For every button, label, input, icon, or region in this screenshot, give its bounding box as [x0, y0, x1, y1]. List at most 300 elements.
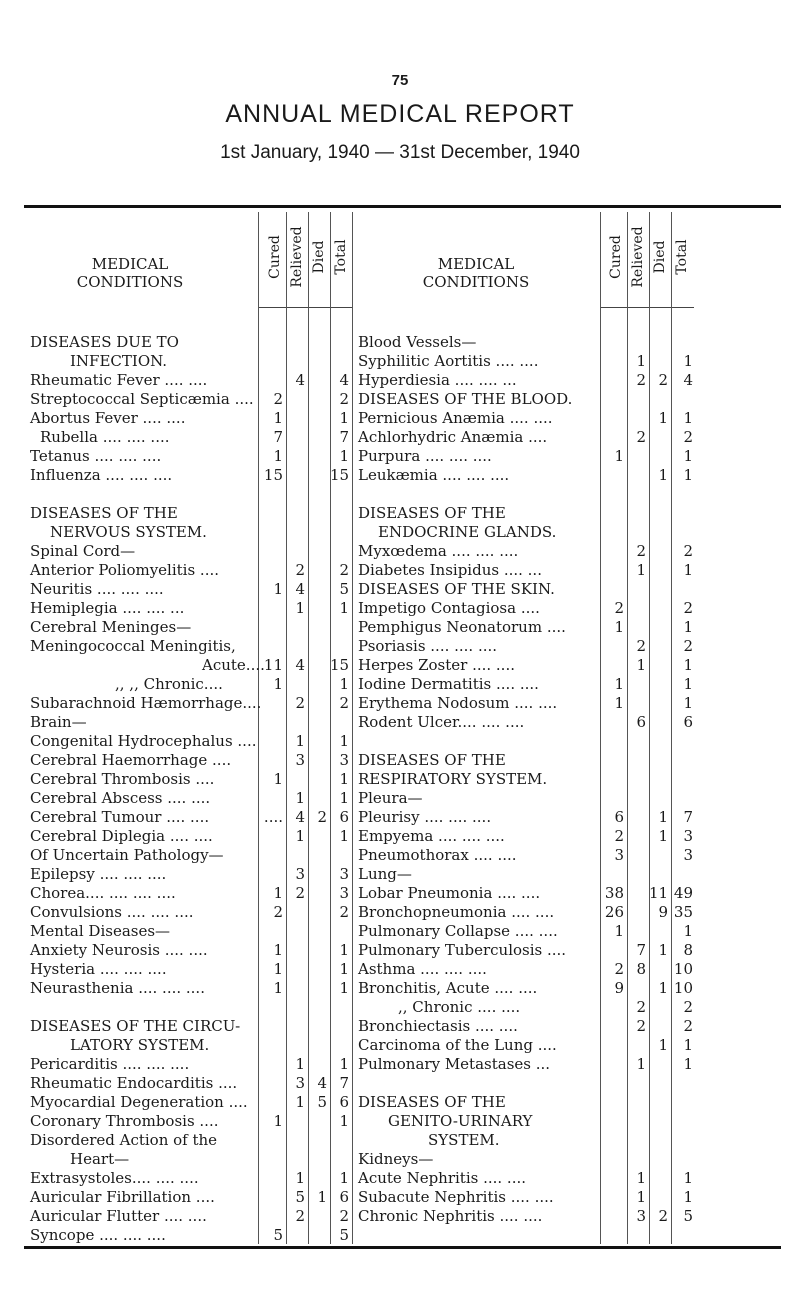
condition-label: Purpura .... .... .... — [358, 447, 492, 465]
condition-label: Impetigo Contagiosa .... — [358, 599, 540, 617]
total-value: 6 — [339, 1093, 349, 1111]
condition-label: Diabetes Insipidus .... ... — [358, 561, 542, 579]
bottom-rule — [24, 1246, 781, 1249]
total-value: 5 — [339, 580, 349, 598]
table-row — [0, 960, 800, 979]
right-header-rule — [600, 307, 694, 308]
condition-label: Neurasthenia .... .... .... — [30, 979, 205, 997]
table-row — [0, 865, 800, 884]
condition-label: Psoriasis .... .... .... — [358, 637, 498, 655]
cured-value: 1 — [273, 770, 283, 788]
table-row — [0, 846, 800, 865]
table-row — [0, 618, 800, 637]
relieved-value: 2 — [295, 1207, 305, 1225]
condition-label: Auricular Fibrillation .... — [30, 1188, 215, 1206]
table-row — [0, 732, 800, 751]
condition-label: Mental Diseases— — [30, 922, 171, 940]
cured-value: 1 — [273, 941, 283, 959]
total-value: 1 — [339, 1169, 349, 1187]
total-value: 3 — [683, 846, 693, 864]
condition-label: Hyperdiesia .... .... ... — [358, 371, 517, 389]
total-value: 7 — [683, 808, 693, 826]
total-value: 1 — [339, 732, 349, 750]
condition-label: Pernicious Anæmia .... .... — [358, 409, 553, 427]
condition-label: DISEASES OF THE BLOOD. — [358, 390, 573, 408]
condition-label: Pulmonary Collapse .... .... — [358, 922, 558, 940]
total-value: 1 — [339, 1055, 349, 1073]
total-value: 15 — [330, 466, 350, 484]
condition-label: Kidneys— — [358, 1150, 434, 1168]
table-row — [0, 447, 800, 466]
table-row — [0, 922, 800, 941]
table-row — [0, 675, 800, 694]
relieved-value: 1 — [636, 352, 646, 370]
condition-label: Abortus Fever .... .... — [30, 409, 186, 427]
relieved-value: 6 — [636, 713, 646, 731]
condition-label: DISEASES DUE TO — [30, 333, 179, 351]
total-value: 5 — [683, 1207, 693, 1225]
condition-label: Subacute Nephritis .... .... — [358, 1188, 554, 1206]
condition-label: Iodine Dermatitis .... .... — [358, 675, 539, 693]
relieved-value: 4 — [295, 580, 305, 598]
condition-label: Anterior Poliomyelitis .... — [30, 561, 220, 579]
relieved-value: 1 — [295, 732, 305, 750]
condition-label: INFECTION. — [70, 352, 168, 370]
relieved-value: 2 — [295, 694, 305, 712]
total-value: 1 — [683, 409, 693, 427]
relieved-value: 3 — [295, 865, 305, 883]
relieved-value: 2 — [636, 371, 646, 389]
condition-label: Pleura— — [358, 789, 423, 807]
total-value: 2 — [683, 1017, 693, 1035]
total-value: 1 — [339, 941, 349, 959]
relieved-value: 3 — [636, 1207, 646, 1225]
died-value: 11 — [649, 884, 669, 902]
total-value: 2 — [683, 428, 693, 446]
relieved-value: 1 — [636, 1055, 646, 1073]
table-row — [0, 1169, 800, 1188]
left-relieved-header: Relieved — [289, 226, 305, 288]
right-cured-header: Cured — [608, 235, 624, 279]
condition-label: Lobar Pneumonia .... .... — [358, 884, 541, 902]
total-value: 1 — [339, 960, 349, 978]
relieved-value: 2 — [636, 998, 646, 1016]
condition-label: Congenital Hydrocephalus .... — [30, 732, 257, 750]
cured-value: 1 — [614, 675, 624, 693]
condition-label: GENITO-URINARY — [388, 1112, 533, 1130]
condition-label: Rubella .... .... .... — [40, 428, 170, 446]
condition-label: Hysteria .... .... .... — [30, 960, 167, 978]
right-total-header: Total — [674, 239, 690, 275]
condition-label: Spinal Cord— — [30, 542, 136, 560]
total-value: 6 — [683, 713, 693, 731]
relieved-value: 7 — [636, 941, 646, 959]
table-row — [0, 466, 800, 485]
total-value: 3 — [683, 827, 693, 845]
condition-label: Achlorhydric Anæmia .... — [358, 428, 548, 446]
condition-label: Cerebral Diplegia .... .... — [30, 827, 213, 845]
died-value: 5 — [317, 1093, 327, 1111]
relieved-value: 5 — [295, 1188, 305, 1206]
total-value: 7 — [339, 1074, 349, 1092]
condition-label: Asthma .... .... .... — [358, 960, 487, 978]
total-value: 2 — [683, 599, 693, 617]
total-value: 49 — [673, 884, 693, 902]
condition-label: Leukæmia .... .... .... — [358, 466, 510, 484]
relieved-value: 1 — [295, 789, 305, 807]
condition-label: Coronary Thrombosis .... — [30, 1112, 219, 1130]
relieved-value: 1 — [295, 599, 305, 617]
table-row — [0, 1188, 800, 1207]
total-value: 3 — [339, 751, 349, 769]
cured-value: .... — [263, 808, 283, 826]
condition-label: Cerebral Tumour .... .... — [30, 808, 210, 826]
cured-value: 15 — [263, 466, 283, 484]
relieved-value: 1 — [295, 1169, 305, 1187]
table-row — [0, 371, 800, 390]
total-value: 1 — [683, 1036, 693, 1054]
condition-label: Bronchopneumonia .... .... — [358, 903, 555, 921]
total-value: 1 — [683, 561, 693, 579]
table-row — [0, 504, 800, 523]
relieved-value: 8 — [636, 960, 646, 978]
total-value: 1 — [339, 1112, 349, 1130]
relieved-value: 1 — [636, 1169, 646, 1187]
cured-value: 1 — [614, 618, 624, 636]
table-row — [0, 1074, 800, 1093]
cured-value: 1 — [273, 1112, 283, 1130]
condition-label: Rodent Ulcer.... .... .... — [358, 713, 525, 731]
right-conditions-header — [352, 255, 600, 291]
condition-label: Rheumatic Fever .... .... — [30, 371, 208, 389]
died-value: 1 — [658, 1036, 668, 1054]
condition-label: Cerebral Meninges— — [30, 618, 192, 636]
died-value: 4 — [317, 1074, 327, 1092]
condition-label: Erythema Nodosum .... .... — [358, 694, 558, 712]
relieved-value: 2 — [295, 561, 305, 579]
cured-value: 1 — [273, 580, 283, 598]
condition-label: ,, Chronic .... .... — [398, 998, 521, 1016]
left-conditions-header-text: MEDICAL CONDITIONS — [76, 255, 184, 291]
cured-value: 2 — [614, 827, 624, 845]
table-row — [0, 1112, 800, 1131]
condition-label: DISEASES OF THE — [30, 504, 178, 522]
table-row — [0, 827, 800, 846]
cured-value: 1 — [273, 447, 283, 465]
condition-label: LATORY SYSTEM. — [70, 1036, 210, 1054]
condition-label: DISEASES OF THE — [358, 751, 506, 769]
condition-label: Pericarditis .... .... .... — [30, 1055, 190, 1073]
total-value: 35 — [673, 903, 693, 921]
table-row — [0, 637, 800, 656]
condition-label: ,, ,, Chronic.... — [115, 675, 223, 693]
died-value: 2 — [317, 808, 327, 826]
table-row — [0, 656, 800, 675]
report-title: ANNUAL MEDICAL REPORT — [225, 100, 575, 128]
condition-label: Pulmonary Tuberculosis .... — [358, 941, 567, 959]
condition-label: Blood Vessels— — [358, 333, 477, 351]
relieved-value: 1 — [636, 656, 646, 674]
table-row — [0, 1093, 800, 1112]
total-value: 2 — [339, 561, 349, 579]
condition-label: Pulmonary Metastases ... — [358, 1055, 551, 1073]
condition-label: Cerebral Thrombosis .... — [30, 770, 215, 788]
total-value: 1 — [339, 979, 349, 997]
condition-label: Bronchitis, Acute .... .... — [358, 979, 538, 997]
condition-label: SYSTEM. — [428, 1131, 500, 1149]
condition-label: Neuritis .... .... .... — [30, 580, 164, 598]
total-value: 1 — [683, 1055, 693, 1073]
total-value: 1 — [683, 694, 693, 712]
relieved-value: 2 — [295, 884, 305, 902]
table-row — [0, 1226, 800, 1245]
cured-value: 7 — [273, 428, 283, 446]
table-row — [0, 884, 800, 903]
relieved-value: 2 — [636, 542, 646, 560]
total-value: 2 — [339, 694, 349, 712]
died-value: 1 — [658, 827, 668, 845]
total-value: 1 — [683, 922, 693, 940]
table-row — [0, 789, 800, 808]
cured-value: 1 — [614, 694, 624, 712]
condition-label: Meningococcal Meningitis, — [30, 637, 236, 655]
total-value: 1 — [683, 466, 693, 484]
table-row — [0, 1131, 800, 1150]
died-value: 1 — [658, 808, 668, 826]
table-row — [0, 352, 800, 371]
left-header-rule — [258, 307, 352, 308]
condition-label: Influenza .... .... .... — [30, 466, 173, 484]
total-value: 1 — [339, 827, 349, 845]
condition-label: Anxiety Neurosis .... .... — [30, 941, 208, 959]
died-value: 2 — [658, 1207, 668, 1225]
condition-label: Acute.... — [202, 656, 265, 674]
relieved-value: 3 — [295, 751, 305, 769]
condition-label: Heart— — [70, 1150, 130, 1168]
condition-label: Syncope .... .... .... — [30, 1226, 166, 1244]
condition-label: Lung— — [358, 865, 412, 883]
relieved-value: 4 — [295, 808, 305, 826]
left-conditions-header — [30, 255, 230, 291]
relieved-value: 4 — [295, 656, 305, 674]
total-value: 1 — [339, 675, 349, 693]
condition-label: Disordered Action of the — [30, 1131, 218, 1149]
table-row — [0, 1150, 800, 1169]
relieved-value: 2 — [636, 1017, 646, 1035]
table-row — [0, 979, 800, 998]
total-value: 1 — [683, 675, 693, 693]
cured-value: 38 — [604, 884, 624, 902]
condition-label: Of Uncertain Pathology— — [30, 846, 224, 864]
relieved-value: 1 — [636, 561, 646, 579]
condition-label: Streptococcal Septicæmia .... — [30, 390, 254, 408]
cured-value: 1 — [273, 675, 283, 693]
table-row — [0, 1207, 800, 1226]
relieved-value: 1 — [295, 827, 305, 845]
table-row — [0, 998, 800, 1017]
total-value: 1 — [683, 352, 693, 370]
died-value: 1 — [317, 1188, 327, 1206]
cured-value: 1 — [273, 979, 283, 997]
total-value: 1 — [683, 1188, 693, 1206]
table-row — [0, 1036, 800, 1055]
cured-value: 1 — [614, 447, 624, 465]
relieved-value: 1 — [295, 1055, 305, 1073]
condition-label: RESPIRATORY SYSTEM. — [358, 770, 548, 788]
total-value: 5 — [339, 1226, 349, 1244]
condition-label: Extrasystoles.... .... .... — [30, 1169, 199, 1187]
total-value: 2 — [339, 903, 349, 921]
cured-value: 26 — [604, 903, 624, 921]
cured-value: 2 — [614, 599, 624, 617]
table-row — [0, 561, 800, 580]
report-subtitle: 1st January, 1940 — 31st December, 1940 — [220, 142, 580, 163]
total-value: 2 — [683, 542, 693, 560]
total-value: 1 — [339, 409, 349, 427]
condition-label: Myxœdema .... .... .... — [358, 542, 519, 560]
total-value: 1 — [683, 1169, 693, 1187]
condition-label: ENDOCRINE GLANDS. — [378, 523, 557, 541]
died-value: 1 — [658, 409, 668, 427]
right-died-header: Died — [652, 240, 668, 274]
table-row — [0, 694, 800, 713]
condition-label: DISEASES OF THE — [358, 1093, 506, 1111]
table-row — [0, 599, 800, 618]
total-value: 7 — [339, 428, 349, 446]
total-value: 1 — [683, 618, 693, 636]
died-value: 1 — [658, 979, 668, 997]
cured-value: 3 — [614, 846, 624, 864]
condition-label: DISEASES OF THE — [358, 504, 506, 522]
total-value: 1 — [339, 447, 349, 465]
total-value: 4 — [683, 371, 693, 389]
died-value: 2 — [658, 371, 668, 389]
condition-label: Auricular Flutter .... .... — [30, 1207, 207, 1225]
total-value: 3 — [339, 865, 349, 883]
cured-value: 1 — [273, 409, 283, 427]
table-row — [0, 713, 800, 732]
total-value: 2 — [683, 637, 693, 655]
condition-label: Pleurisy .... .... .... — [358, 808, 492, 826]
condition-label: Cerebral Abscess .... .... — [30, 789, 211, 807]
table-row — [0, 808, 800, 827]
total-value: 1 — [683, 447, 693, 465]
condition-label: Subarachnoid Hæmorrhage.... — [30, 694, 262, 712]
table-row — [0, 1055, 800, 1074]
total-value: 2 — [339, 390, 349, 408]
top-rule — [24, 205, 781, 208]
right-conditions-header-text: MEDICAL CONDITIONS — [422, 255, 530, 291]
total-value: 6 — [339, 808, 349, 826]
condition-label: Carcinoma of the Lung .... — [358, 1036, 557, 1054]
cured-value: 11 — [263, 656, 283, 674]
table-row — [0, 542, 800, 561]
condition-label: Myocardial Degeneration .... — [30, 1093, 248, 1111]
died-value: 9 — [658, 903, 668, 921]
page-number: 75 — [391, 72, 409, 89]
condition-label: Pneumothorax .... .... — [358, 846, 517, 864]
total-value: 1 — [339, 599, 349, 617]
condition-label: Cerebral Haemorrhage .... — [30, 751, 232, 769]
condition-label: Rheumatic Endocarditis .... — [30, 1074, 238, 1092]
table-row — [0, 903, 800, 922]
total-value: 6 — [339, 1188, 349, 1206]
table-row — [0, 390, 800, 409]
died-value: 1 — [658, 941, 668, 959]
condition-label: Empyema .... .... .... — [358, 827, 505, 845]
total-value: 1 — [339, 770, 349, 788]
condition-label: Tetanus .... .... .... — [30, 447, 162, 465]
cured-value: 2 — [614, 960, 624, 978]
condition-label: Chronic Nephritis .... .... — [358, 1207, 543, 1225]
total-value: 1 — [683, 656, 693, 674]
table-row — [0, 409, 800, 428]
table-row — [0, 485, 800, 504]
cured-value: 2 — [273, 903, 283, 921]
table-row — [0, 1017, 800, 1036]
total-value: 15 — [330, 656, 350, 674]
condition-label: Bronchiectasis .... .... — [358, 1017, 518, 1035]
cured-value: 9 — [614, 979, 624, 997]
total-value: 2 — [683, 998, 693, 1016]
total-value: 1 — [339, 789, 349, 807]
condition-label: DISEASES OF THE SKIN. — [358, 580, 555, 598]
relieved-value: 1 — [636, 1188, 646, 1206]
condition-label: Syphilitic Aortitis .... .... — [358, 352, 539, 370]
condition-label: Brain— — [30, 713, 87, 731]
condition-label: Epilepsy .... .... .... — [30, 865, 167, 883]
total-value: 4 — [339, 371, 349, 389]
condition-label: Herpes Zoster .... .... — [358, 656, 515, 674]
table-row — [0, 941, 800, 960]
total-value: 10 — [673, 979, 693, 997]
condition-label: Acute Nephritis .... .... — [358, 1169, 527, 1187]
relieved-value: 3 — [295, 1074, 305, 1092]
table-row — [0, 523, 800, 542]
table-row — [0, 428, 800, 447]
total-value: 8 — [683, 941, 693, 959]
table-row — [0, 333, 800, 352]
relieved-value: 2 — [636, 637, 646, 655]
left-died-header: Died — [311, 240, 327, 274]
right-relieved-header: Relieved — [630, 226, 646, 288]
cured-value: 2 — [273, 390, 283, 408]
cured-value: 1 — [273, 884, 283, 902]
table-row — [0, 751, 800, 770]
total-value: 3 — [339, 884, 349, 902]
condition-label: Chorea.... .... .... .... — [30, 884, 176, 902]
condition-label: Pemphigus Neonatorum .... — [358, 618, 566, 636]
total-value: 2 — [339, 1207, 349, 1225]
condition-label: Convulsions .... .... .... — [30, 903, 194, 921]
condition-label: NERVOUS SYSTEM. — [50, 523, 207, 541]
relieved-value: 1 — [295, 1093, 305, 1111]
left-total-header: Total — [333, 239, 349, 275]
condition-label: Hemiplegia .... .... ... — [30, 599, 185, 617]
cured-value: 5 — [273, 1226, 283, 1244]
cured-value: 6 — [614, 808, 624, 826]
died-value: 1 — [658, 466, 668, 484]
table-row — [0, 770, 800, 789]
table-row — [0, 580, 800, 599]
cured-value: 1 — [273, 960, 283, 978]
cured-value: 1 — [614, 922, 624, 940]
total-value: 10 — [673, 960, 693, 978]
left-cured-header: Cured — [267, 235, 283, 279]
relieved-value: 4 — [295, 371, 305, 389]
relieved-value: 2 — [636, 428, 646, 446]
condition-label: DISEASES OF THE CIRCU- — [30, 1017, 241, 1035]
